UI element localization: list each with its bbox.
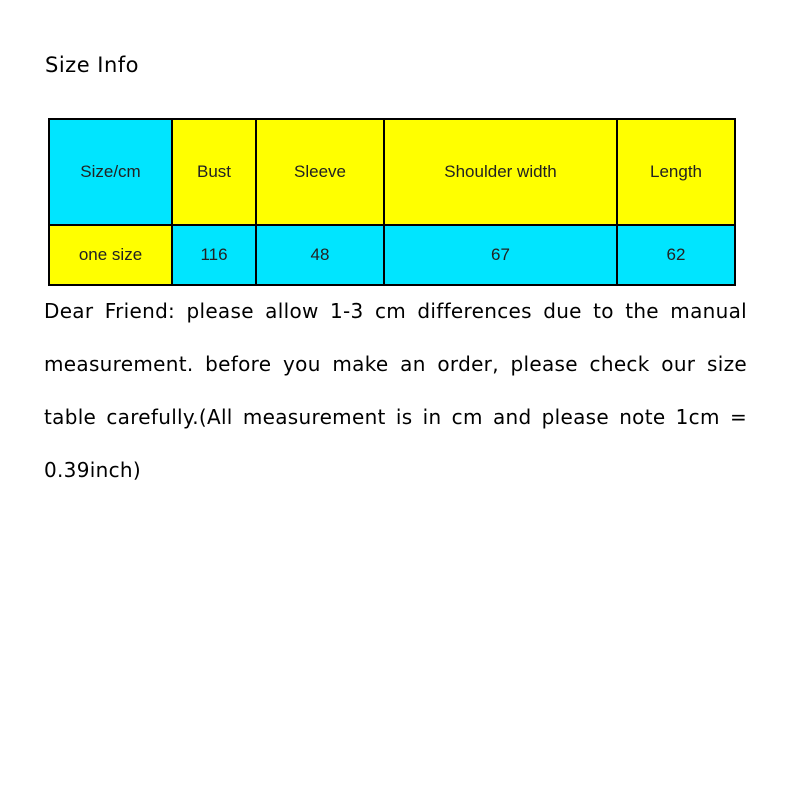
table-row <box>49 225 735 285</box>
cell-sleeve: 48 <box>256 225 384 285</box>
header-shoulder-width: Shoulder width <box>384 119 617 225</box>
header-bust: Bust <box>172 119 256 225</box>
cell-length: 62 <box>617 225 735 285</box>
header-size: Size/cm <box>49 119 172 225</box>
page-title: Size Info <box>45 53 140 77</box>
cell-size: one size <box>49 225 172 285</box>
header-sleeve: Sleeve <box>256 119 384 225</box>
header-length: Length <box>617 119 735 225</box>
table-header-row <box>49 119 735 225</box>
cell-bust: 116 <box>172 225 256 285</box>
size-table <box>48 118 736 286</box>
measurement-notice: Dear Friend: please allow 1-3 cm differences due to the manual measurement. before you make an order, please check our size table carefully.(All measurement is in cm and please note 1cm = 0.39inch) <box>44 299 747 482</box>
cell-shoulder-width: 67 <box>384 225 617 285</box>
